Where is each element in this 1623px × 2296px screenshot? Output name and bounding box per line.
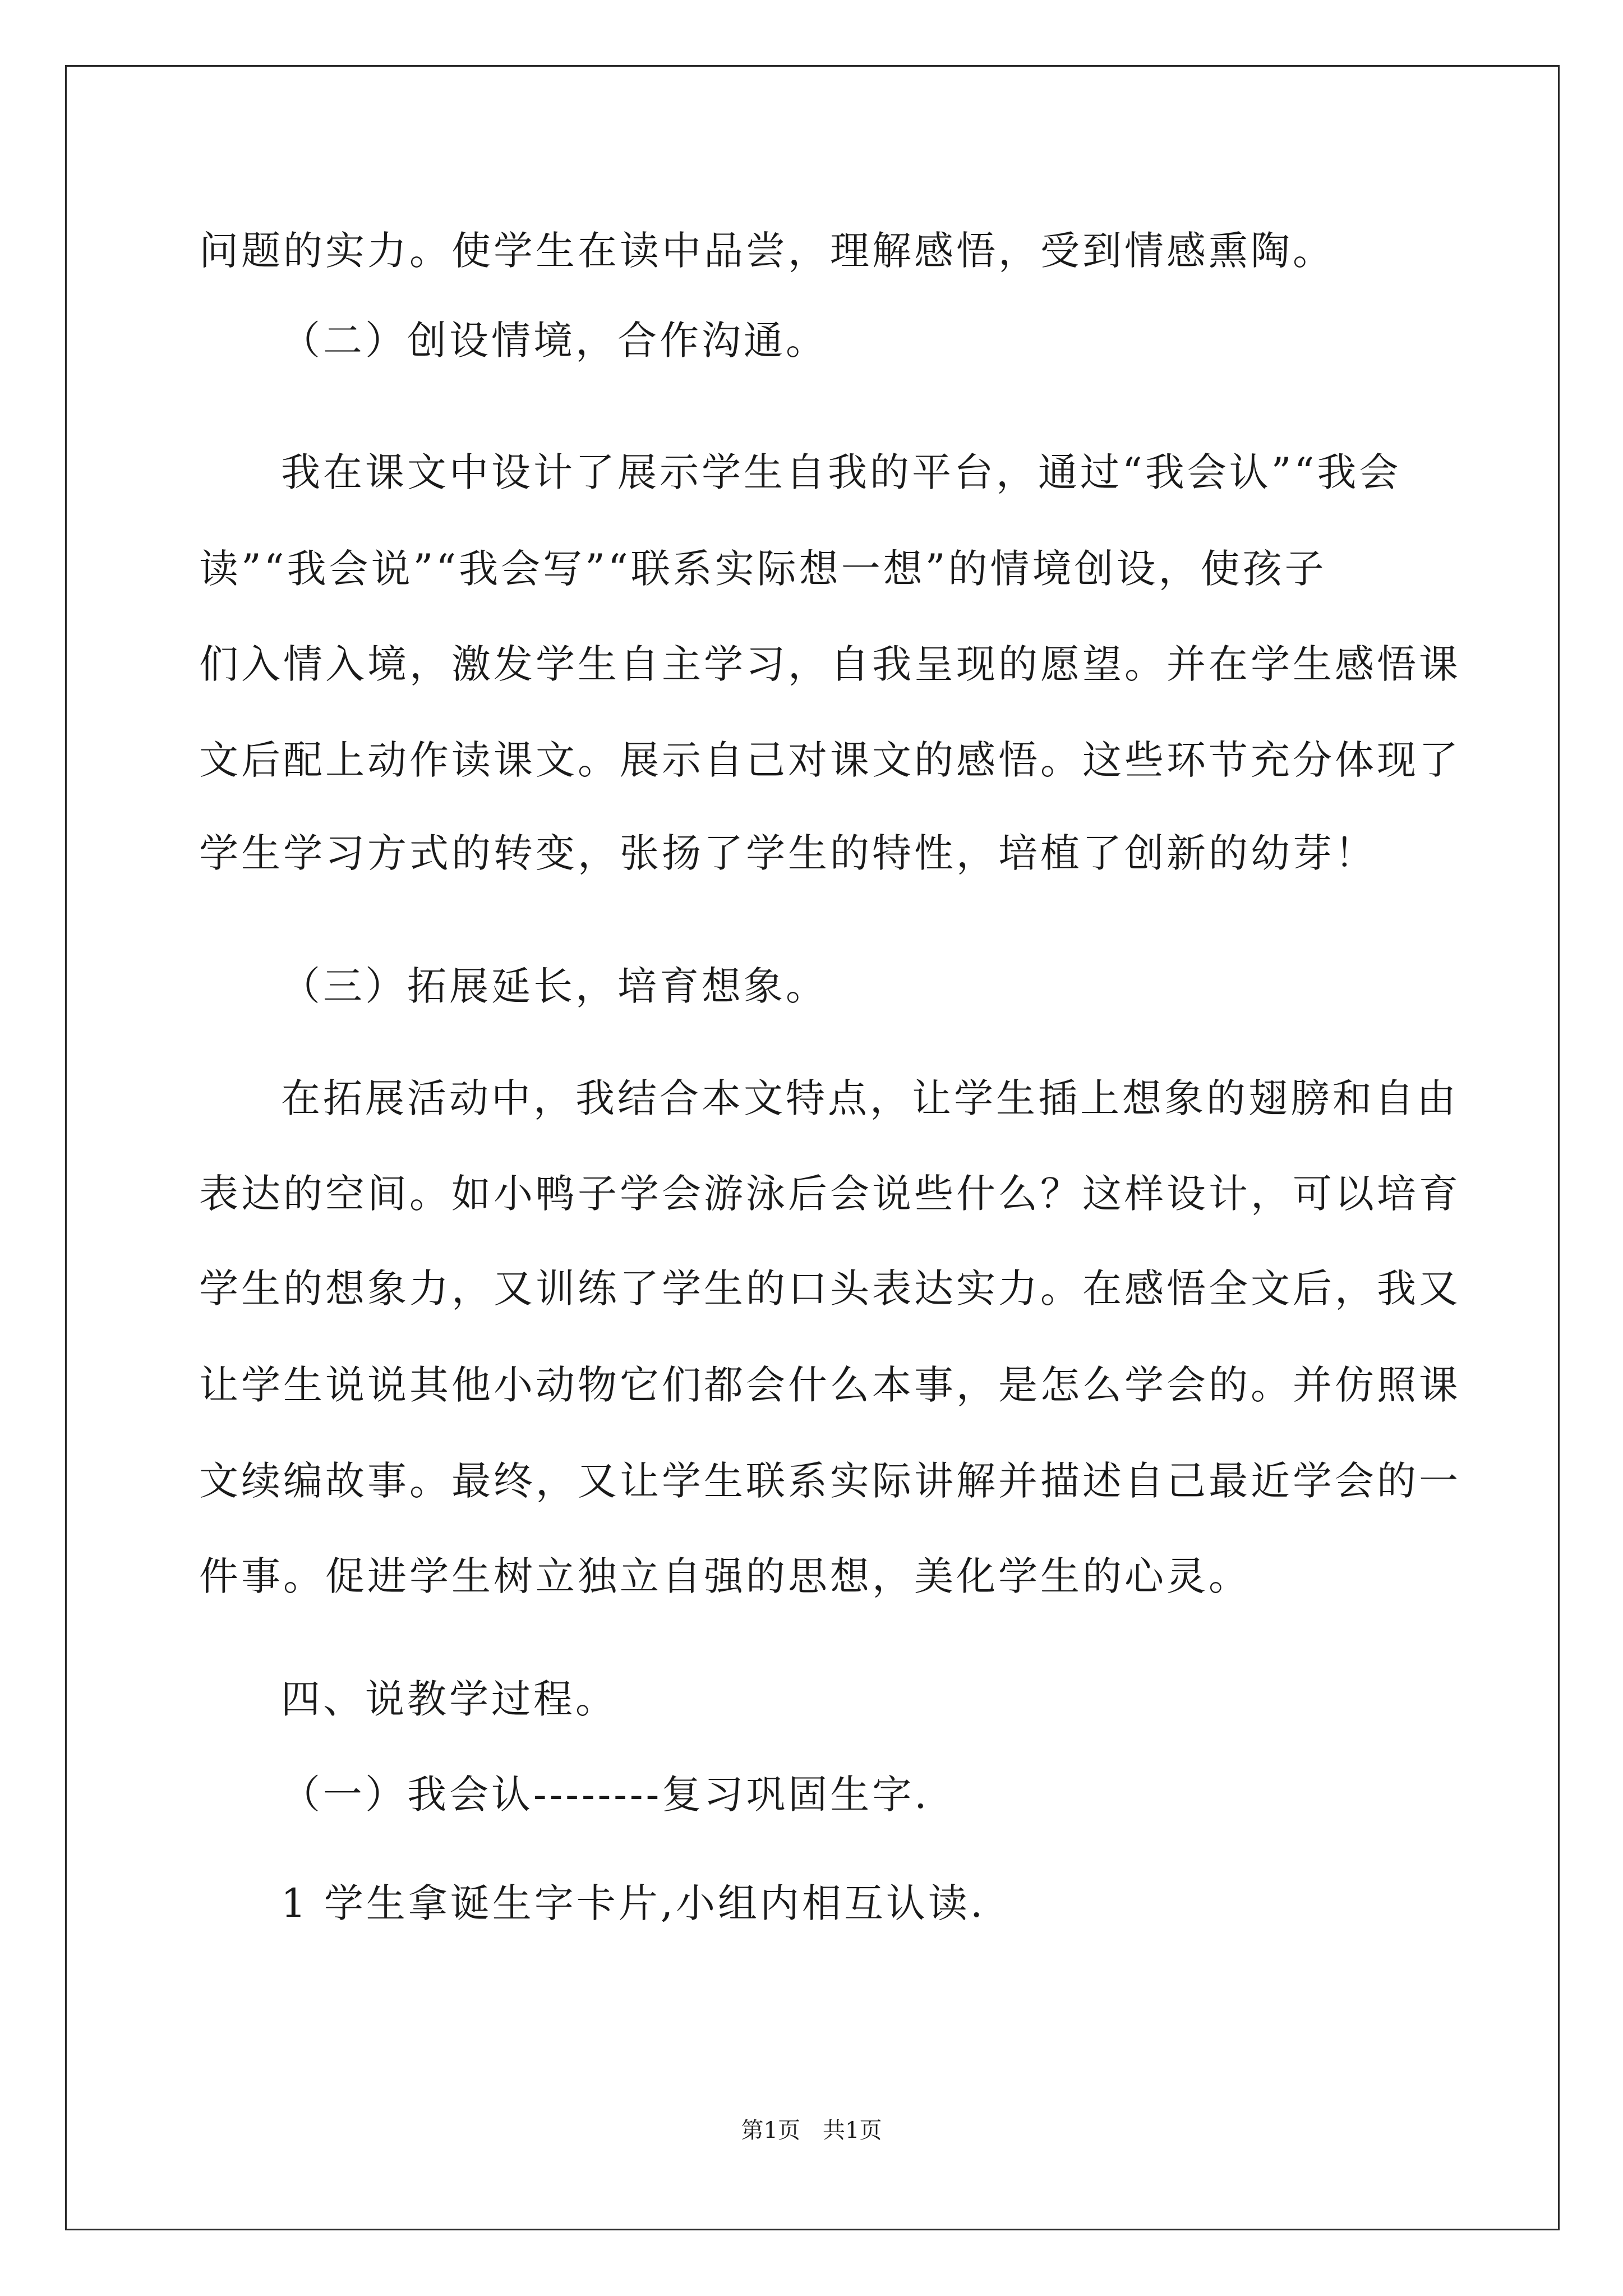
section-heading: （三）拓展延长，培育想象。 — [281, 963, 828, 1009]
text-line: 文后配上动作读课文。展示自己对课文的感悟。这些环节充分体现了 — [199, 737, 1461, 783]
text-line: 学生学习方式的转变，张扬了学生的特性，培植了创新的幼芽！ — [199, 830, 1377, 876]
text-line: 我在课文中设计了展示学生自我的平台，通过“我会认”“我会 — [281, 449, 1401, 495]
page-number-total: 共1页 — [823, 2118, 882, 2143]
section-heading: （二）创设情境，合作沟通。 — [281, 318, 828, 364]
text-line: 文续编故事。最终，又让学生联系实际讲解并描述自己最近学会的一 — [199, 1458, 1461, 1504]
page-number-current: 第1页 — [741, 2118, 800, 2143]
text-line: 表达的空间。如小鸭子学会游泳后会说些什么？这样设计，可以培育 — [199, 1171, 1461, 1217]
text-line: 让学生说说其他小动物它们都会什么本事，是怎么学会的。并仿照课 — [199, 1362, 1461, 1408]
text-line: 件事。促进学生树立独立自强的思想，美化学生的心灵。 — [199, 1553, 1251, 1599]
text-line: 在拓展活动中，我结合本文特点，让学生插上想象的翅膀和自由 — [281, 1075, 1459, 1121]
section-heading: 四、说教学过程。 — [281, 1676, 617, 1722]
subsection-heading: （一）我会认--------复习巩固生字. — [281, 1772, 930, 1818]
text-line: 问题的实力。使学生在读中品尝，理解感悟，受到情感熏陶。 — [199, 228, 1335, 274]
text-line: 学生的想象力，又训练了学生的口头表达实力。在感悟全文后，我又 — [199, 1266, 1461, 1312]
text-line: 读”“我会说”“我会写”“联系实际想一想”的情境创设，使孩子 — [199, 546, 1327, 592]
page-footer — [0, 2119, 1623, 2142]
text-line: 1 学生拿诞生字卡片,小组内相互认读. — [281, 1880, 986, 1926]
text-line: 们入情入境，激发学生自主学习，自我呈现的愿望。并在学生感悟课 — [199, 641, 1461, 687]
